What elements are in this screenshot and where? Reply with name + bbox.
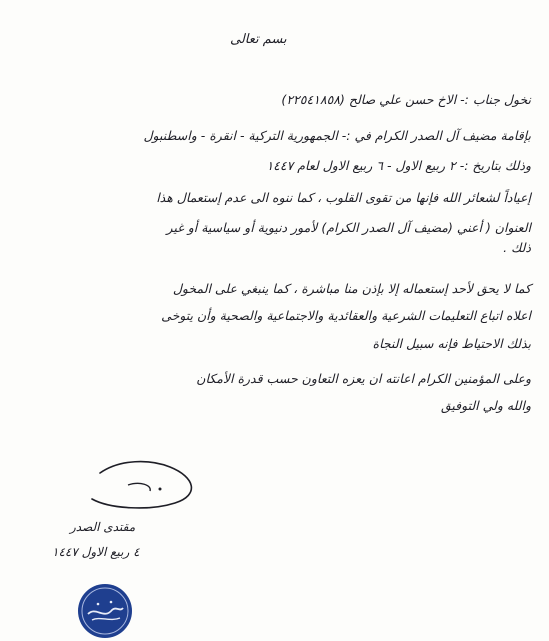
official-seal xyxy=(76,582,134,640)
letter-heading: بسم تعالى xyxy=(230,32,287,47)
letter-line-dates: وذلك بتاريخ :- ٢ ربيع الاول - ٦ ربيع الاول لعام ١٤٤٧ xyxy=(266,158,531,173)
letter-line-closing-1: وعلى المؤمنين الكرام اعانته ان يعزه التعاون حسب قدرة الأمكان xyxy=(196,371,531,386)
letter-line-body-2: العنوان ( أعني (مضيف آل الصدر الكرام) لأمور دنيوية أو سياسية أو غير xyxy=(166,220,531,235)
handwritten-signature xyxy=(80,455,210,515)
letter-line-authorized-person: نخول جناب :- الاخ حسن علي صالح (٢٢٥٤١٨٥٨) xyxy=(281,92,531,107)
letter-line-body-6: بذلك الاحتياط فإنه سبيل النجاة xyxy=(372,336,531,351)
letter-line-body-1: إعياداً لشعائر الله فإنها من تقوى القلوب ، كما ننوه الى عدم إستعمال هذا xyxy=(156,190,531,205)
letter-line-location: بإقامة مضيف آل الصدر الكرام في :- الجمهورية التركية - انقرة - واسطنبول xyxy=(143,128,531,143)
letter-line-body-3: ذلك . xyxy=(503,240,531,255)
letter-line-body-5: اعلاه اتباع التعليمات الشرعية والعقائدية والاجتماعية والصحية وأن يتوخى xyxy=(161,308,531,323)
signature-date: ٤ ربيع الاول ١٤٤٧ xyxy=(52,545,140,559)
signature-name: مقتدى الصدر xyxy=(70,520,136,534)
letter-line-closing-2: والله ولي التوفيق xyxy=(440,398,531,413)
letter-line-body-4: كما لا يحق لأحد إستعماله إلا بإذن منا مباشرة ، كما ينبغي على المخول xyxy=(172,281,531,296)
